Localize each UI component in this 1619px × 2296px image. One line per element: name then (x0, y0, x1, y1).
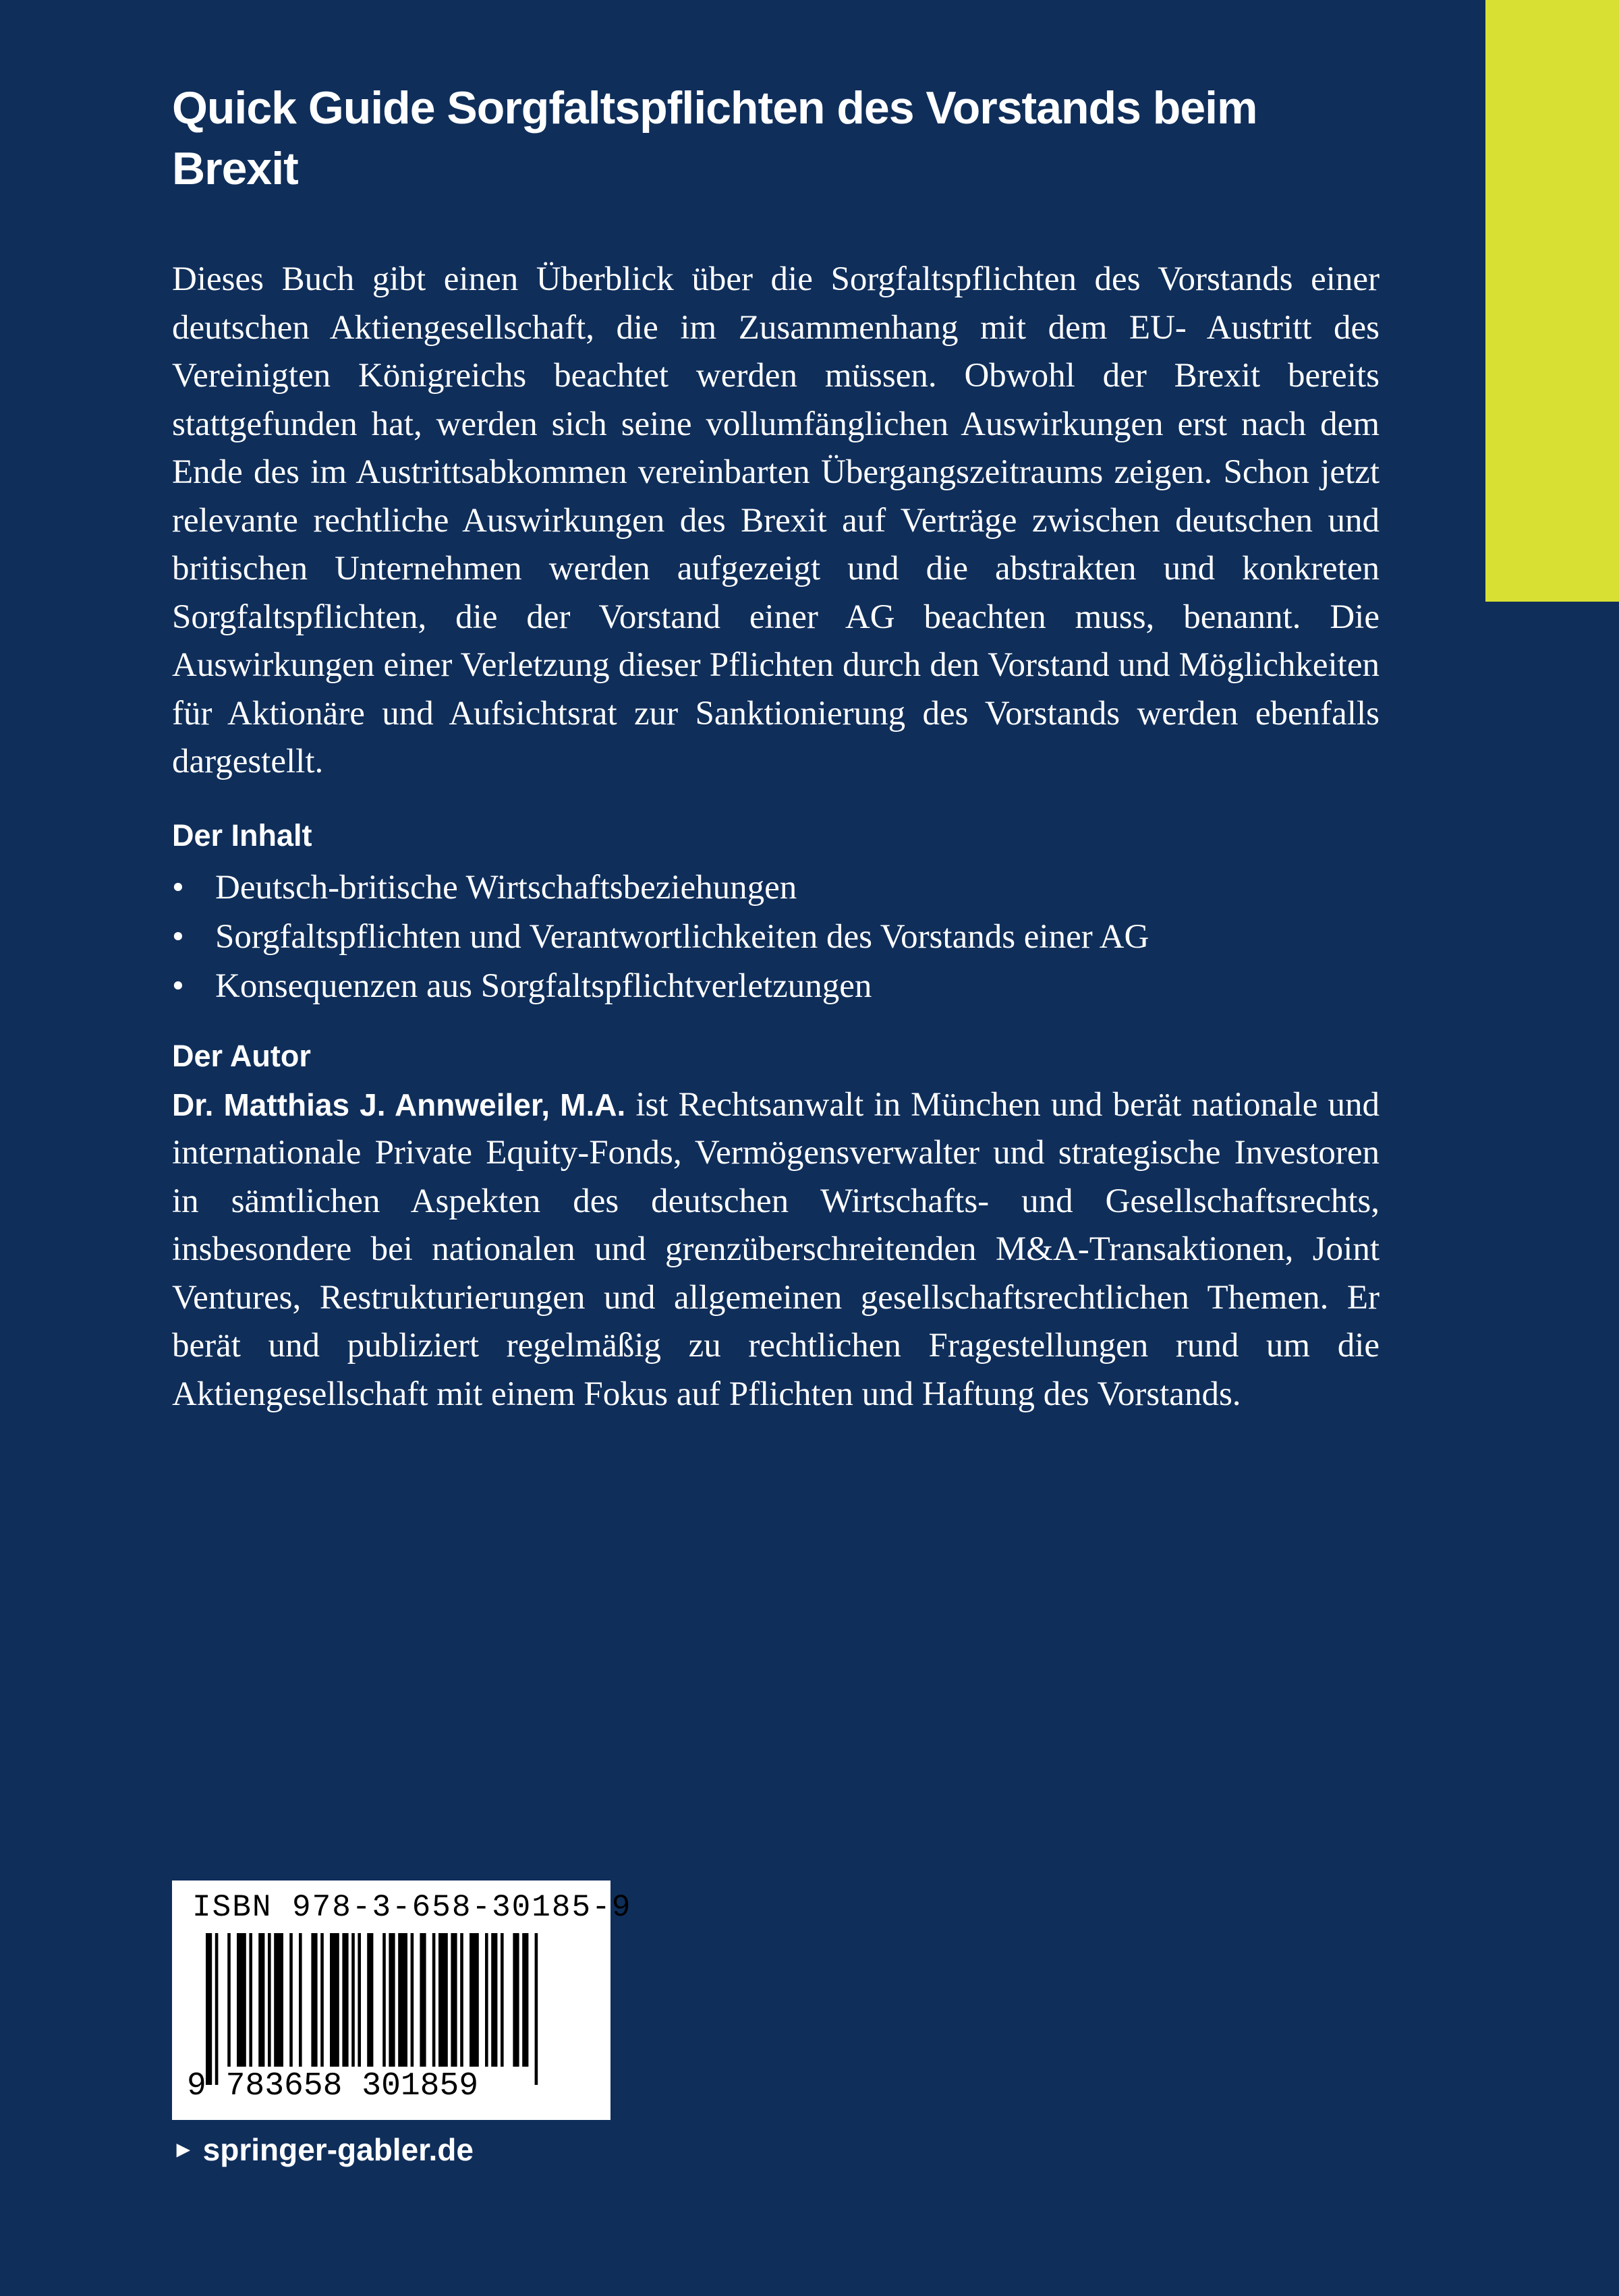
barcode-bar (215, 1933, 219, 2085)
barcode-bar (382, 1933, 386, 2067)
barcode-icon (192, 1933, 590, 2085)
barcode-bar (342, 1933, 348, 2067)
barcode-bar (299, 1933, 302, 2067)
author-name: Dr. Matthias J. Annweiler, M.A. (172, 1087, 626, 1122)
author-heading: Der Autor (172, 1038, 311, 1073)
barcode-bar (491, 1933, 497, 2067)
barcode-bar (311, 1933, 317, 2067)
barcode-bar (358, 1933, 361, 2067)
ean-right-group: 301859 (362, 2068, 479, 2104)
barcode-bar (411, 1933, 414, 2067)
bullet-icon: • (172, 967, 184, 1005)
barcode-box (172, 1881, 632, 2120)
author-bio-text: ist Rechtsanwalt in München und berät nationale und internationale Private Equity-Fonds, Vermögensverwalter und strategische Investoren in sämtlichen Aspekten des deutschen Wirtschafts- und Gesellschaftsrechts, insbesondere bei nationalen und grenzüberschreitenden M&A-Transaktionen, Joint Ventures, Restrukturierungen und allgemeinen gesellschaftsrechtlichen Themen. Er berät und publiziert regelmäßig zu rechtlichen Fragestellungen rund um die Aktiengesellschaft mit einem Fokus auf Pflichten und Haftung des Vorstands. (172, 1085, 1380, 1413)
barcode-bar (237, 1933, 246, 2067)
barcode-bar (513, 1933, 519, 2067)
barcode-bar (535, 1933, 538, 2085)
arrow-icon: ► (172, 2136, 195, 2162)
accent-bar (1485, 0, 1619, 602)
list-item-text: Sorgfaltspflichten und Verantwortlichkeiten des Vorstands einer AG (215, 917, 1149, 956)
list-item (172, 962, 1380, 1011)
list-item (172, 913, 1380, 962)
barcode-bar (432, 1933, 436, 2067)
book-description: Dieses Buch gibt einen Überblick über die Sorgfaltspflichten des Vorstands einer deutschen Aktiengesellschaft, die im Zusammenhang mit dem EU- Austritt des Vereinigten Königreichs beachtet werden müssen. Obwohl der Brexit bereits stattgefunden hat, werden sich seine vollumfänglichen Auswirkungen erst nach dem Ende des im Austrittsabkommen vereinbarten Übergangszeitraums zeigen. Schon jetzt relevante rechtliche Auswirkungen des Brexit auf Verträge zwischen deutschen und britischen Unternehmen werden aufgezeigt und die abstrakten und konkreten Sorgfaltspflichten, die der Vorstand einer AG beachten muss, benannt. Die Auswirkungen einer Verletzung dieser Pflichten durch den Vorstand und Möglichkeiten für Aktionäre und Aufsichtsrat zur Sanktionierung des Vorstands werden ebenfalls dargestellt. (172, 260, 1380, 780)
bullet-icon: • (172, 868, 184, 907)
barcode-bar (367, 1933, 373, 2067)
barcode-bar (274, 1933, 283, 2067)
barcode-bar (268, 1933, 271, 2067)
barcode-bar (460, 1933, 463, 2067)
back-cover-content (172, 78, 1380, 1418)
barcode-bar (206, 1933, 212, 2085)
ean-digits (187, 2068, 478, 2104)
contents-list (172, 863, 1380, 1011)
publisher-url: springer-gabler.de (202, 2132, 474, 2167)
barcode-bar (501, 1933, 504, 2067)
publisher-link[interactable] (172, 2131, 474, 2168)
barcode-bar (398, 1933, 407, 2067)
barcode-bar (351, 1933, 355, 2067)
barcode-bar (420, 1933, 426, 2067)
barcode-bar (330, 1933, 339, 2067)
barcode-bar (249, 1933, 252, 2067)
barcode-bar (438, 1933, 448, 2067)
list-item-text: Deutsch-britische Wirtschaftsbeziehungen (215, 868, 797, 907)
ean-first-digit: 9 (187, 2068, 206, 2104)
barcode-bar (289, 1933, 293, 2067)
ean-left-group: 783658 (225, 2068, 343, 2104)
barcode-bar (522, 1933, 528, 2067)
barcode-bar (258, 1933, 264, 2067)
barcode-bar (320, 1933, 324, 2067)
barcode-bar (485, 1933, 488, 2067)
barcode-bar (227, 1933, 231, 2067)
author-bio (172, 1081, 1380, 1419)
list-item (172, 863, 1380, 913)
barcode-bar (389, 1933, 395, 2067)
bullet-icon: • (172, 917, 184, 956)
book-title: Quick Guide Sorgfaltspflichten des Vorstands beim Brexit (172, 82, 1257, 194)
isbn-label: ISBN 978-3-658-30185-9 (192, 1890, 632, 1925)
contents-heading: Der Inhalt (172, 817, 312, 853)
barcode-bar (470, 1933, 479, 2067)
barcode-bar (451, 1933, 457, 2067)
list-item-text: Konsequenzen aus Sorgfaltspflichtverletzungen (215, 967, 872, 1005)
